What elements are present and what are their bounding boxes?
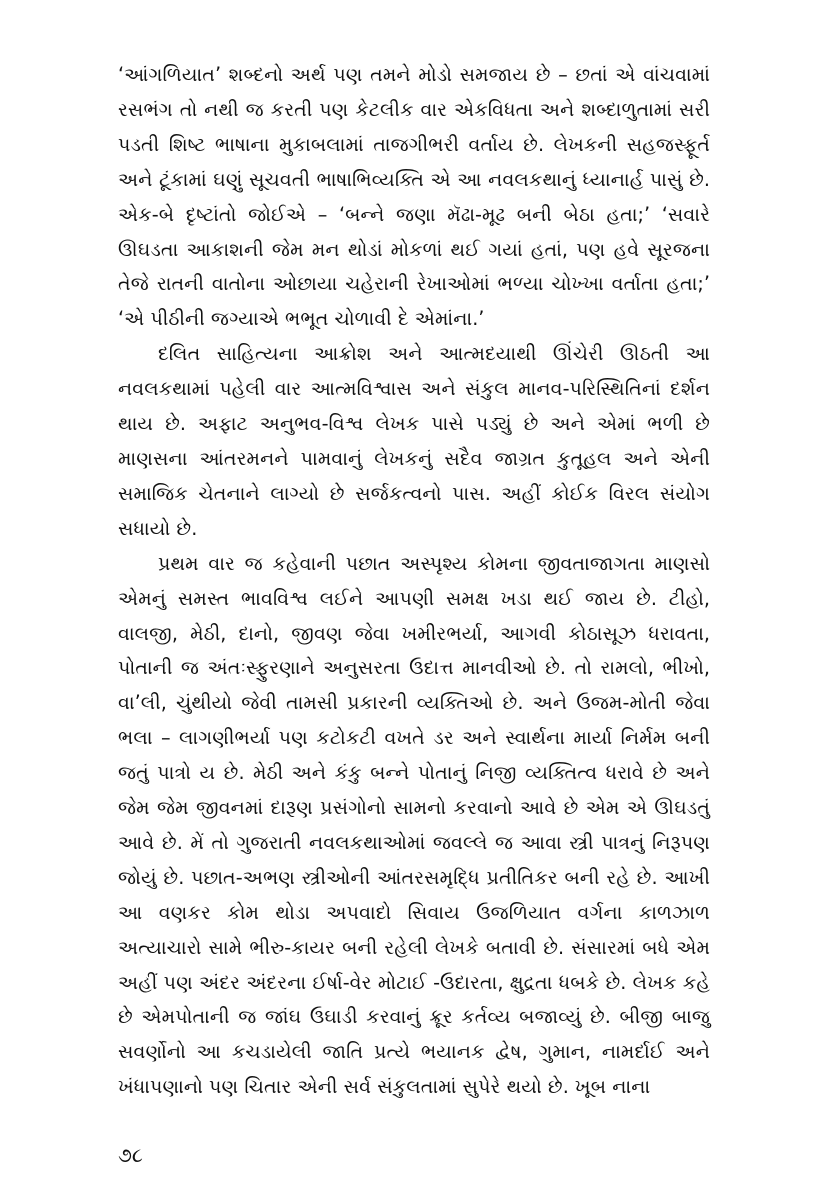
paragraph-2: દલિત સાહિત્યના આક્રોશ અને આત્મદયાથી ઊંચેરી ઊઠતી આ નવલકથામાં પહેલી વાર આત્મવિશ્વાસ અને સંકુલ માનવ-પરિસ્થિતિનાં દર્શન થાય છે. અફાટ અનુભવ-વિશ્વ લેખક પાસે પડ્યું છે અને એમાં ભળી છે માણસના આંતરમનને પામવાનું લેખકનું સદૈવ જાગ્રત કુતૂહલ અને એની સમાજિક ચેતનાને લાગ્યો છે સર્જકત્વનો પાસ. અહીં કોઈક વિરલ સંયોગ સધાયો છે.	[118, 342, 710, 540]
page-number: ૭૮	[118, 1143, 143, 1167]
paragraph-3: પ્રથમ વાર જ કહેવાની પછાત અસ્પૃશ્ય કોમના જીવતાજાગતા માણસો એમનું સમસ્ત ભાવવિશ્વ લઈને આપણી સમક્ષ ખડા થઈ જાય છે. ટીહો, વાલજી, મેઠી, દાનો, જીવણ જેવા ખમીરભર્યા, આગવી કોઠાસૂઝ ધરાવતા, પોતાની જ અંતઃસ્ફુરણાને અનુસરતા ઉદાત્ત માનવીઓ છે. તો રામલો, ભીખો, વા’લી, ચુંથીયો જેવી તામસી પ્રકારની વ્યક્તિઓ છે. અને ઉજમ-મોતી જેવા ભલા – લાગણીભર્યા પણ કટોકટી વખતે ડર અને સ્વાર્થના માર્યા નિર્મમ બની જતું પાત્રો ય છે. મેઠી અને કંકુ બન્ને પોતાનું નિજી વ્યક્તિત્વ ધરાવે છે અને જેમ જેમ જીવનમાં દારૂણ પ્રસંગોનો સામનો કરવાનો આવે છે એમ એ ઊઘડતું આવે છે. મેં તો ગુજરાતી નવલકથાઓમાં જવલ્લે જ આવા સ્ત્રી પાત્રનું નિરૂપણ જોયું છે. પછાત-અભણ સ્ત્રીઓની આંતરસમૃદ્ધિ પ્રતીતિકર બની રહે છે. આખી આ વણકર કોમ થોડા અપવાદો સિવાય ઉજળિયાત વર્ગના કાળઝાળ અત્યાચારો સામે ભીરુ-કાયર બની રહેલી લેખકે બતાવી છે. સંસારમાં બધે એમ અહીં પણ અંદર અંદરના ઈર્ષા-વેર મોટાઈ -ઉદારતા, ક્ષુદ્રતા ધબકે છે. લેખક કહે છે એમપોતાની જ જાંઘ ઉઘાડી કરવાનું ક્રૂર કર્તવ્ય બજાવ્યું છે. બીજી બાજુ સવર્ણોનો આ કચડાયેલી જાતિ પ્રત્યે ભયાનક દ્વેષ, ગુમાન, નામર્દાઈ અને ખંધાપણાનો પણ ચિતાર એની સર્વ સંકુલતામાં સુપેરે થયો છે. ખૂબ નાના	[118, 551, 710, 1099]
paragraph-1: ‘આંગળિયાત’ શબ્દનો અર્થ પણ તમને મોડો સમજાય છે – છતાં એ વાંચવામાં રસભંગ તો નથી જ કરતી પણ કેટલીક વાર એકવિધતા અને શબ્દાળુતામાં સરી પડતી શિષ્ટ ભાષાના મુકાબલામાં તાજગીભરી વર્તાય છે. લેખકની સહજસ્ફૂર્ત અને ટૂંકામાં ઘણું સૂચવતી ભાષાભિવ્યક્તિ એ આ નવલકથાનું ધ્યાનાર્હ પાસું છે. એક-બે દૃષ્ટાંતો જોઈએ – ‘બન્ને જણા મૅઢા-મૂઢ બની બેઠા હતા;’ ‘સવારે ઊઘડતા આકાશની જેમ મન થોડાં મોકળાં થઈ ગયાં હતાં, પણ હવે સૂરજના તેજે રાતની વાતોના ઓછાયા ચહેરાની રેખાઓમાં ભળ્યા ચોખ્ખા વર્તાતા હતા;’ ‘એ પીઠીની જગ્યાએ ભભૂત ચોળાવી દે એમાંના.’	[118, 63, 710, 331]
body-text	[118, 58, 710, 1105]
